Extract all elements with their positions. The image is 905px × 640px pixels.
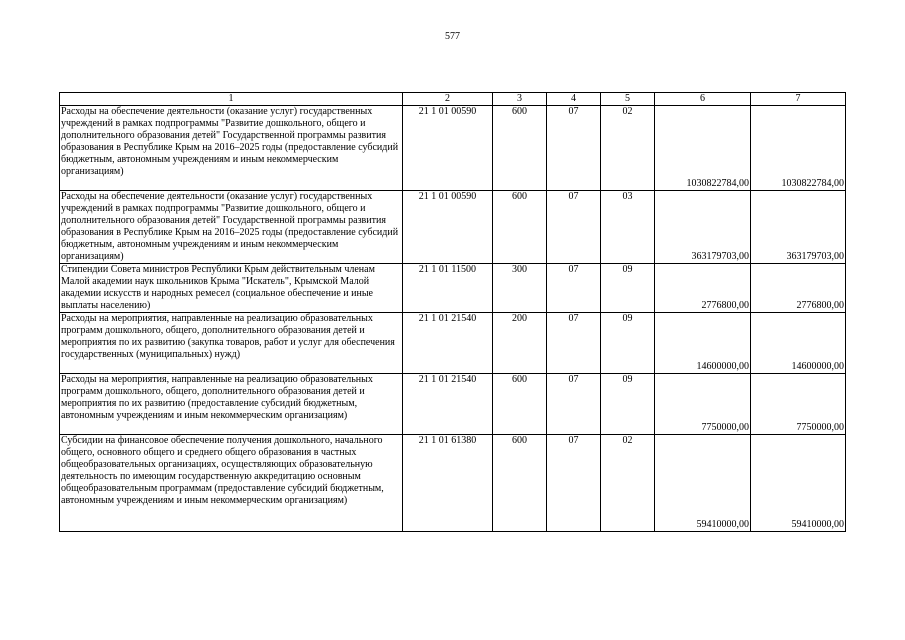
row-target-article-code: 21 1 01 21540 — [403, 313, 493, 374]
column-header: 2 — [403, 93, 493, 106]
row-description: Расходы на мероприятия, направленные на реализацию образовательных программ дошкольного, общего, дополнительного образования детей и мероприятия по их развитию (закупка товаров, работ и услуг для обеспечения государственных (муниципальных) нужд) — [60, 313, 403, 374]
row-expense-type: 200 — [493, 313, 547, 374]
row-section: 07 — [547, 374, 601, 435]
row-amount-1: 59410000,00 — [655, 435, 751, 532]
budget-table — [59, 92, 846, 532]
row-amount-2: 1030822784,00 — [751, 106, 846, 191]
row-description: Расходы на мероприятия, направленные на реализацию образовательных программ дошкольного, общего, дополнительного образования детей и мероприятия по их развитию (предоставление субсидий бюджетным, автономным учреждениям и иным некоммерческим организациям) — [60, 374, 403, 435]
row-section: 07 — [547, 191, 601, 264]
table-header-row — [60, 93, 846, 106]
row-subsection: 02 — [601, 435, 655, 532]
column-header: 6 — [655, 93, 751, 106]
row-amount-1: 7750000,00 — [655, 374, 751, 435]
row-target-article-code: 21 1 01 11500 — [403, 264, 493, 313]
row-amount-2: 14600000,00 — [751, 313, 846, 374]
column-header: 1 — [60, 93, 403, 106]
table-row — [60, 374, 846, 435]
row-description: Расходы на обеспечение деятельности (оказание услуг) государственных учреждений в рамках подпрограммы "Развитие дошкольного, общего и дополнительного образования детей" Государственной программы развития образования в Республике Крым на 2016–2025 годы (предоставление субсидий бюджетным, автономным учреждениям и иным некоммерческим организациям) — [60, 191, 403, 264]
row-target-article-code: 21 1 01 61380 — [403, 435, 493, 532]
row-amount-1: 1030822784,00 — [655, 106, 751, 191]
column-header: 3 — [493, 93, 547, 106]
row-section: 07 — [547, 435, 601, 532]
column-header: 5 — [601, 93, 655, 106]
row-subsection: 02 — [601, 106, 655, 191]
row-expense-type: 300 — [493, 264, 547, 313]
row-target-article-code: 21 1 01 00590 — [403, 106, 493, 191]
row-expense-type: 600 — [493, 106, 547, 191]
table-row — [60, 106, 846, 191]
table-row — [60, 435, 846, 532]
row-description: Субсидии на финансовое обеспечение получения дошкольного, начального общего, основного общего и среднего общего образования в частных общеобразовательных организациях, осуществляющих образовательную деятельность по имеющим государственную аккредитацию основным общеобразовательным программам (предоставление субсидий бюджетным, автономным учреждениям и иным некоммерческим организациям) — [60, 435, 403, 532]
row-description: Стипендии Совета министров Республики Крым действительным членам Малой академии наук школьников Крыма "Искатель", Крымской Малой академии искусств и народных ремесел (социальное обеспечение и иные выплаты населению) — [60, 264, 403, 313]
row-expense-type: 600 — [493, 374, 547, 435]
page-number: 577 — [445, 31, 460, 42]
row-amount-2: 7750000,00 — [751, 374, 846, 435]
row-subsection: 03 — [601, 191, 655, 264]
row-amount-1: 14600000,00 — [655, 313, 751, 374]
row-target-article-code: 21 1 01 21540 — [403, 374, 493, 435]
row-amount-1: 363179703,00 — [655, 191, 751, 264]
row-amount-2: 363179703,00 — [751, 191, 846, 264]
row-subsection: 09 — [601, 374, 655, 435]
row-amount-2: 59410000,00 — [751, 435, 846, 532]
table-row — [60, 191, 846, 264]
row-amount-2: 2776800,00 — [751, 264, 846, 313]
row-expense-type: 600 — [493, 191, 547, 264]
column-header: 7 — [751, 93, 846, 106]
row-subsection: 09 — [601, 264, 655, 313]
table-row — [60, 313, 846, 374]
row-section: 07 — [547, 264, 601, 313]
row-description: Расходы на обеспечение деятельности (оказание услуг) государственных учреждений в рамках подпрограммы "Развитие дошкольного, общего и дополнительного образования детей" Государственной программы развития образования в Республике Крым на 2016–2025 годы (предоставление субсидий бюджетным, автономным учреждениям и иным некоммерческим организациям) — [60, 106, 403, 191]
row-target-article-code: 21 1 01 00590 — [403, 191, 493, 264]
table-row — [60, 264, 846, 313]
row-subsection: 09 — [601, 313, 655, 374]
row-expense-type: 600 — [493, 435, 547, 532]
column-header: 4 — [547, 93, 601, 106]
row-section: 07 — [547, 313, 601, 374]
row-section: 07 — [547, 106, 601, 191]
row-amount-1: 2776800,00 — [655, 264, 751, 313]
